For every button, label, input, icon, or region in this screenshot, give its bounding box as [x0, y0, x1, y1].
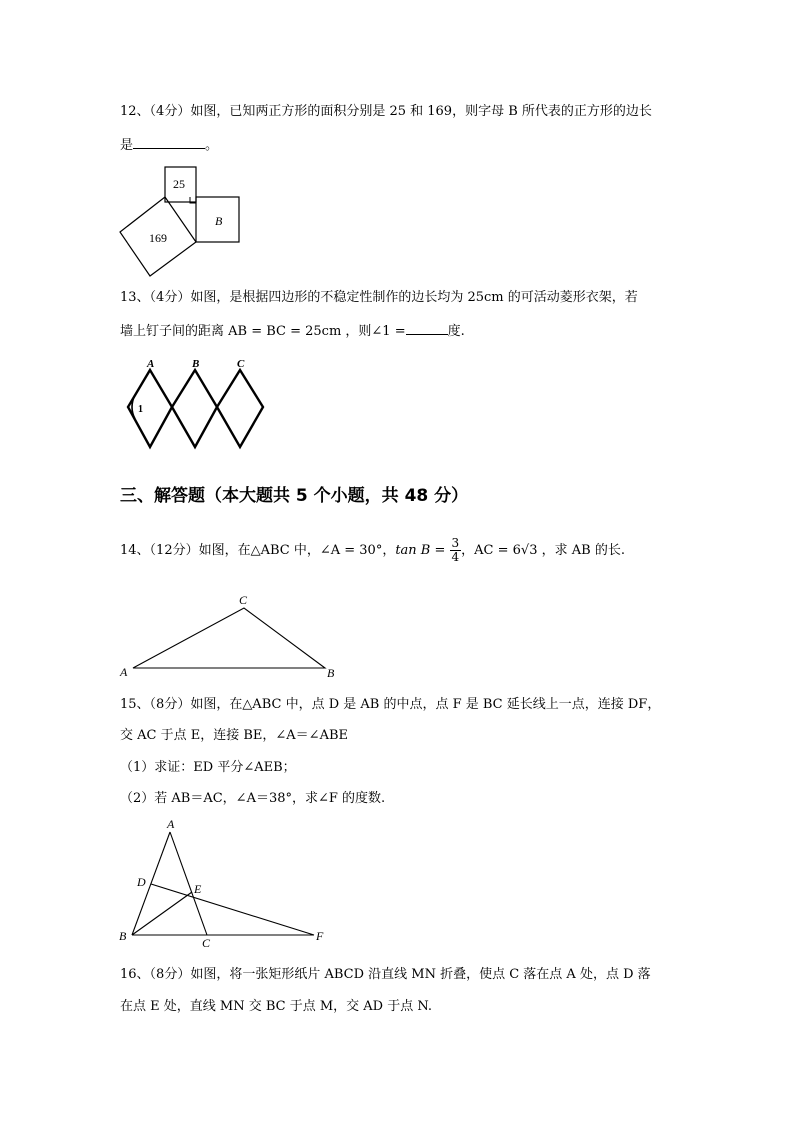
q13-line2 — [120, 320, 465, 341]
q12-line2-prefix: 是 — [120, 138, 134, 153]
label-c: C — [239, 593, 248, 607]
q15-line2: 交 AC 于点 E，连接 BE，∠A＝∠ABE — [120, 728, 349, 743]
label-25: 25 — [173, 177, 185, 191]
label-a: A — [167, 817, 175, 831]
q14-figure — [118, 590, 348, 682]
q14-part1: 14、（12分）如图，在△ABC 中，∠A = 30°， — [120, 543, 396, 558]
q14-part2: ，AC = 6√3 ，求 AB 的长. — [461, 543, 625, 558]
section-3-title: 三、解答题（本大题共 5 个小题，共 48 分） — [120, 486, 469, 506]
q14-fraction — [450, 537, 462, 564]
q16-line2: 在点 E 处，直线 MN 交 BC 于点 M，交 AD 于点 N. — [120, 999, 433, 1014]
rhombus-3 — [217, 370, 263, 447]
q15-line4: （2）若 AB＝AC，∠A＝38°，求∠F 的度数. — [120, 791, 386, 806]
label-angle-1: 1 — [138, 404, 143, 415]
q13-line1: 13、（4分）如图，是根据四边形的不稳定性制作的边长均为 25cm 的可活动菱形衣架，若 — [120, 290, 638, 305]
q13-figure — [125, 355, 270, 455]
label-b: B — [192, 358, 200, 370]
q14-tan-label: tan B = — [395, 543, 446, 558]
q15-line3: （1）求证：ED 平分∠AEB； — [120, 760, 296, 775]
label-a: A — [120, 665, 128, 679]
label-c: C — [237, 358, 245, 370]
label-f: F — [316, 929, 324, 943]
q14-frac-den: 4 — [451, 550, 460, 564]
segment-ac — [170, 832, 207, 935]
segment-df — [151, 884, 314, 935]
q12-figure — [115, 162, 245, 280]
q13-answer-blank[interactable] — [406, 320, 448, 335]
label-c: C — [202, 936, 211, 950]
label-a: A — [147, 358, 155, 370]
triangle-abc — [133, 608, 325, 668]
q13-line2-suffix: 度. — [447, 324, 465, 339]
q15-figure — [115, 818, 335, 950]
rhombus-2 — [172, 370, 217, 447]
q12-line2-suffix: 。 — [205, 138, 219, 153]
rhombus-1 — [128, 370, 172, 447]
q13-line2-prefix: 墙上钉子间的距离 AB = BC = 25cm ，则∠1 = — [120, 324, 406, 339]
q12-answer-blank[interactable] — [133, 134, 205, 149]
q14-line — [120, 537, 625, 564]
q15-line1: 15、（8分）如图，在△ABC 中，点 D 是 AB 的中点，点 F 是 BC 延长线上一点，连接 DF， — [120, 697, 661, 712]
q12-line1: 12、（4分）如图，已知两正方形的面积分别是 25 和 169，则字母 B 所代表的正方形的边长 — [120, 104, 652, 119]
q16-line1: 16、（8分）如图，将一张矩形纸片 ABCD 沿直线 MN 折叠，使点 C 落在点 A 处，点 D 落 — [120, 967, 651, 982]
segment-be — [132, 892, 192, 935]
q12-line2 — [120, 134, 218, 155]
label-169: 169 — [149, 231, 167, 245]
label-b: B — [215, 214, 223, 228]
label-d: D — [137, 875, 146, 889]
label-e: E — [194, 882, 202, 896]
label-b: B — [119, 929, 127, 943]
label-b: B — [327, 666, 335, 680]
q14-frac-num: 3 — [451, 536, 460, 550]
